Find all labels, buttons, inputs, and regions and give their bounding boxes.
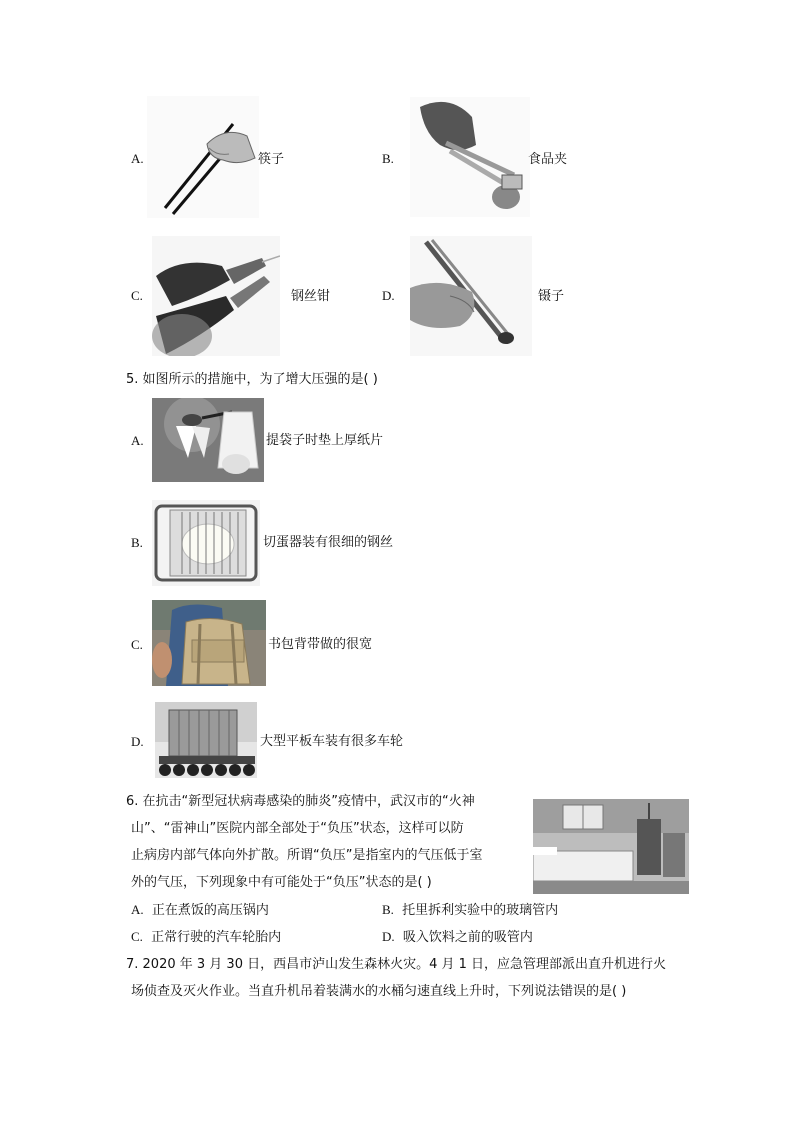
option-letter: C.	[131, 637, 143, 652]
question-stem-line: 止病房内部气体向外扩散。所谓“负压”是指室内的气压低于室	[131, 848, 483, 863]
q6-option-d	[382, 923, 533, 950]
chopsticks-image	[147, 96, 259, 218]
option-letter: C.	[131, 288, 143, 303]
option-label: 食品夹	[528, 152, 568, 167]
question-stem-line: 7. 2020 年 3 月 30 日，西昌市泸山发生森林火灾。4 月 1 日，应急管理部派出直升机进行火	[126, 957, 667, 972]
question-stem: 5. 如图所示的措施中，为了增大压强的是( )	[126, 372, 378, 387]
q6-option-a	[131, 896, 269, 923]
option-label: 正常行驶的汽车轮胎内	[151, 929, 282, 944]
option-letter: D.	[131, 734, 144, 749]
question-stem-line: 6. 在抗击“新型冠状病毒感染的肺炎”疫情中，武汉市的“火神	[126, 794, 475, 809]
backpack-image	[152, 600, 266, 686]
q6-option-b	[382, 896, 558, 923]
question-stem-line: 外的气压，下列现象中有可能处于“负压”状态的是( )	[131, 875, 432, 890]
option-label: 筷子	[258, 152, 285, 167]
flatbed-truck-image	[155, 702, 257, 778]
q6-option-c	[131, 923, 281, 950]
option-label: 正在煮饭的高压锅内	[151, 902, 269, 917]
option-letter: B.	[382, 151, 394, 166]
option-label: 大型平板车装有很多车轮	[260, 734, 404, 749]
egg-slicer-image	[152, 500, 260, 586]
option-letter: A.	[131, 902, 144, 917]
wire-pliers-image	[152, 236, 280, 356]
option-label: 镊子	[538, 289, 565, 304]
option-letter: D.	[382, 929, 395, 944]
option-label: 切蛋器装有很细的钢丝	[263, 535, 394, 550]
option-letter: B.	[131, 535, 143, 550]
option-label: 吸入饮料之前的吸管内	[402, 929, 533, 944]
paper-pad-bag-image	[152, 398, 264, 482]
option-letter: D.	[382, 288, 395, 303]
tweezers-image	[410, 236, 532, 356]
option-label: 提袋子时垫上厚纸片	[266, 433, 384, 448]
option-letter: A.	[131, 151, 144, 166]
option-letter: A.	[131, 433, 144, 448]
question-stem-line: 场侦查及灭火作业。当直升机吊着装满水的水桶匀速直线上升时，下列说法错误的是( )	[131, 984, 627, 999]
hospital-ward-image	[533, 799, 689, 894]
question-stem-line: 山”、“雷神山”医院内部全部处于“负压”状态，这样可以防	[131, 821, 464, 836]
option-label: 书包背带做的很宽	[268, 637, 373, 652]
option-letter: C.	[131, 929, 143, 944]
option-label: 托里拆利实验中的玻璃管内	[402, 902, 559, 917]
option-letter: B.	[382, 902, 394, 917]
food-tongs-image	[410, 97, 530, 217]
option-label: 钢丝钳	[291, 289, 331, 304]
